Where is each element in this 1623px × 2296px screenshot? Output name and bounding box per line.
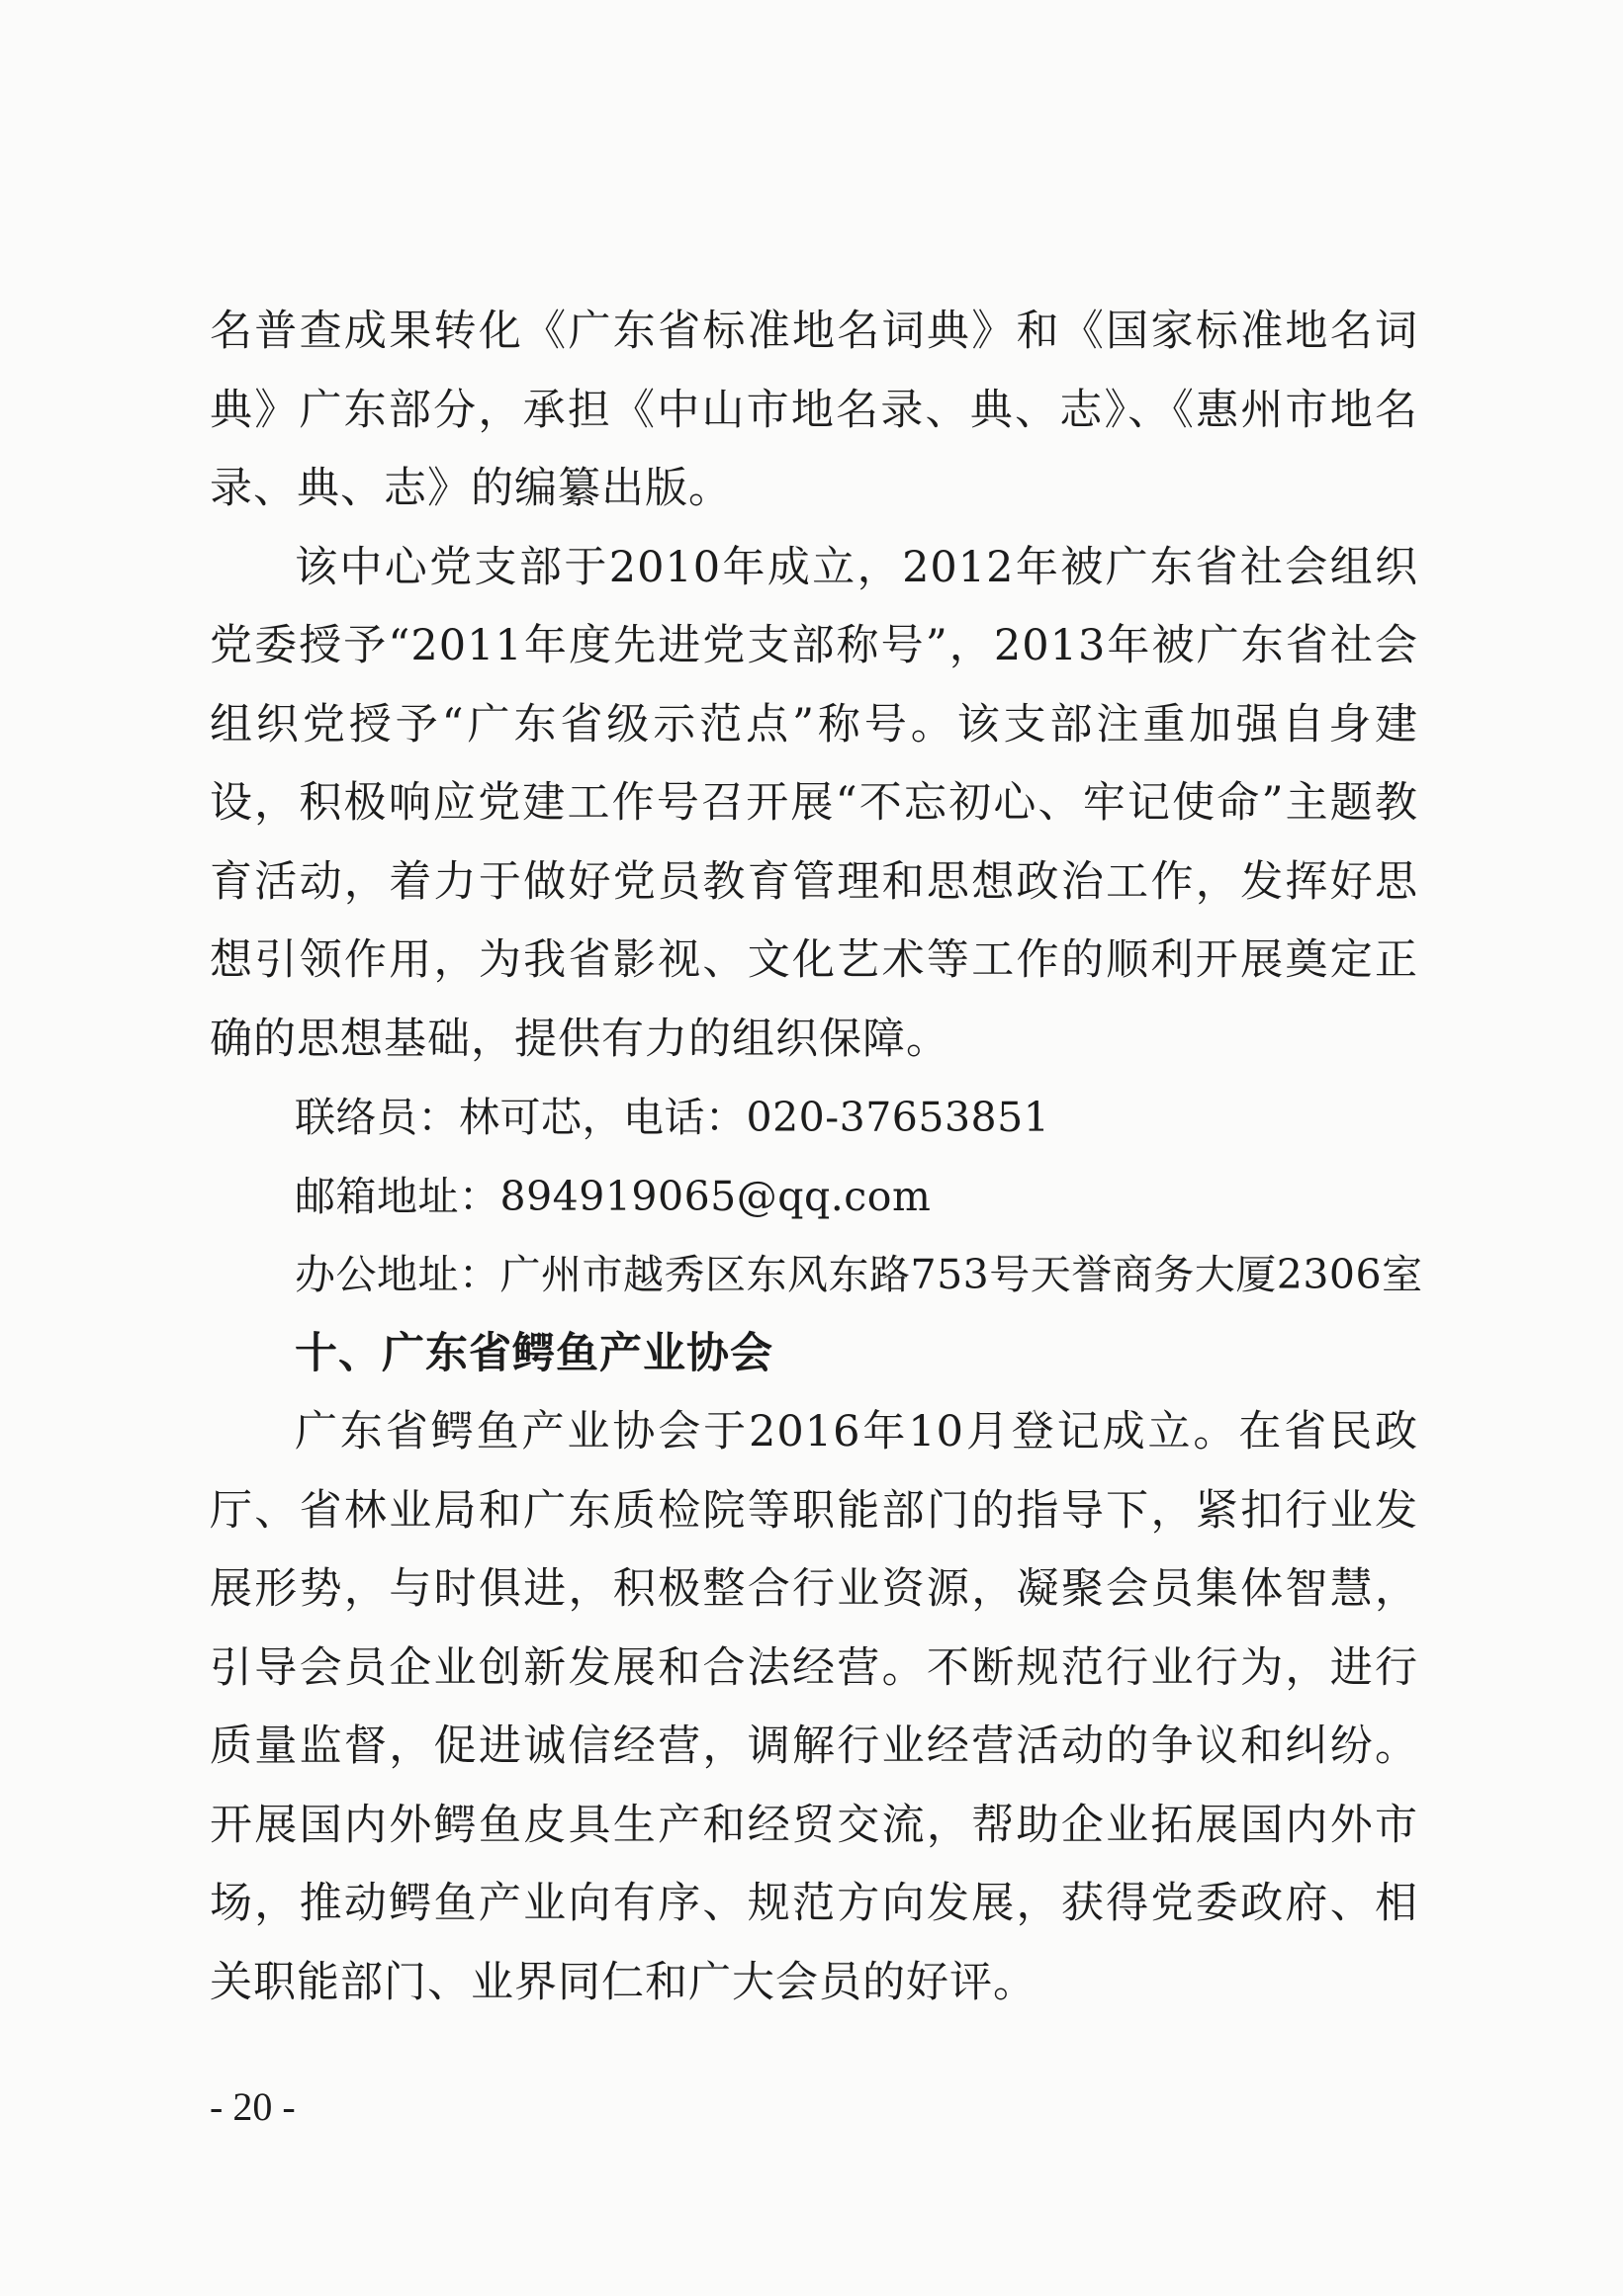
contact-email: 邮箱地址：894919065@qq.com [295, 1172, 932, 1220]
page-content [210, 293, 1423, 2022]
paragraph-crocodile-association: 广东省鳄鱼产业协会于2016年10月登记成立。在省民政厅、省林业局和广东质检院等职能部门的指导下，紧扣行业发展形势，与时俱进，积极整合行业资源，凝聚会员集体智慧，引导会员企业创新发展和合法经营。不断规范行业行为，进行质量监督，促进诚信经营，调解行业经营活动的争议和纠纷。开展国内外鳄鱼皮具生产和经贸交流，帮助企业拓展国内外市场，推动鳄鱼产业向有序、规范方向发展，获得党委政府、相关职能部门、业界同仁和广大会员的好评。 [210, 1407, 1418, 2007]
paragraph-continued: 名普查成果转化《广东省标准地名词典》和《国家标准地名词典》广东部分，承担《中山市地名录、典、志》、《惠州市地名录、典、志》的编纂出版。 [210, 307, 1418, 513]
section-heading: 十、广东省鳄鱼产业协会 [295, 1328, 773, 1378]
page-number: - 20 - [210, 2084, 296, 2129]
paragraph-party-branch: 该中心党支部于2010年成立，2012年被广东省社会组织党委授予“2011年度先进党支部称号”，2013年被广东省社会组织党授予“广东省级示范点”称号。该支部注重加强自身建设，积极响应党建工作号召开展“不忘初心、牢记使命”主题教育活动，着力于做好党员教育管理和思想政治工作，发挥好思想引领作用，为我省影视、文化艺术等工作的顺利开展奠定正确的思想基础，提供有力的组织保障。 [210, 542, 1418, 1064]
contact-address: 办公地址：广州市越秀区东风东路753号天誉商务大厦2306室 [295, 1251, 1423, 1298]
contact-liaison: 联络员：林可芯，电话：020-37653851 [295, 1094, 1050, 1141]
